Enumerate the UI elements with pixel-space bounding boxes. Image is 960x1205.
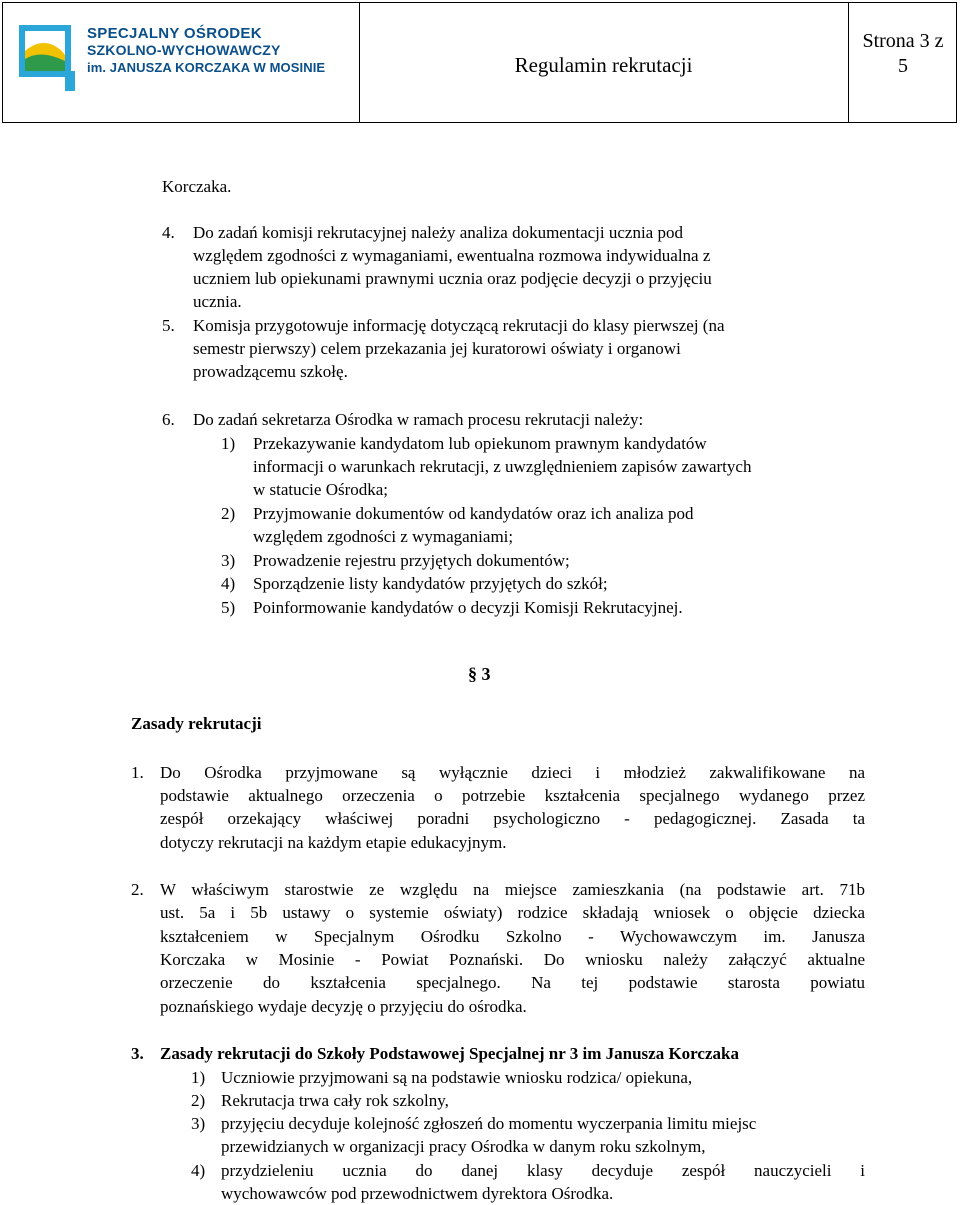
rule-3-sub-line: przewidzianych w organizacji pracy Ośrodka w danym roku szkolnym, <box>221 1137 706 1156</box>
rule-3-sub-line: wychowawców pod przewodnictwem dyrektora Ośrodka. <box>221 1184 614 1203</box>
school-name-line3: im. JANUSZA KORCZAKA W MOSINIE <box>87 60 326 75</box>
school-name <box>87 25 325 76</box>
item-4-line: względem zgodności z wymaganiami, ewentualna rozmowa indywidualna z <box>193 246 711 265</box>
item-4-line: uczniem lub opiekunami prawnymi ucznia oraz podjęcie decyzji o przyjęciu <box>193 269 712 288</box>
item-6-lead: Do zadań sekretarza Ośrodka w ramach procesu rekrutacji należy: <box>193 410 644 429</box>
item-5-line: semestr pierwszy) celem przekazania jej kuratorowi oświaty i organowi <box>193 339 681 358</box>
item-4-line: ucznia. <box>193 292 242 311</box>
header-logo-cell <box>3 3 360 122</box>
section-title: Zasady rekrutacji <box>131 714 262 733</box>
item-6-sub-number: 4) <box>221 574 236 593</box>
rule-3-sub-line: Uczniowie przyjmowani są na podstawie wniosku rodzica/ opiekuna, <box>221 1068 693 1087</box>
section-mark: § 3 <box>468 664 491 684</box>
rule-2-line: kształceniem w Specjalnym Ośrodku Szkolno - Wychowawczym im. Janusza <box>160 927 865 946</box>
school-logo-icon <box>19 25 79 93</box>
intro-text: Korczaka. <box>162 177 232 196</box>
item-6-sub-line: informacji o warunkach rekrutacji, z uwzględnieniem zapisów zawartych <box>253 457 752 476</box>
item-6-sub-line: Sporządzenie listy kandydatów przyjętych do szkół; <box>253 574 608 593</box>
rule-1-line: Do Ośrodka przyjmowane są wyłącznie dzieci i młodzież zakwalifikowane na <box>160 763 865 782</box>
page-label: Strona 3 z <box>862 30 944 52</box>
rule-2-line: ust. 5a i 5b ustawy o systemie oświaty) rodzice składają wniosek o objęcie dziecka <box>160 903 865 922</box>
rule-2-number: 2. <box>131 880 144 899</box>
rule-1-line: dotyczy rekrutacji na każdym etapie edukacyjnym. <box>160 833 507 852</box>
rule-3-number: 3. <box>131 1044 144 1063</box>
item-6-sub-line: Przyjmowanie dokumentów od kandydatów oraz ich analiza pod <box>253 504 694 523</box>
page-total: 5 <box>898 55 908 77</box>
school-name-line2: SZKOLNO-WYCHOWAWCZY <box>87 42 281 58</box>
item-6-sub-line: Poinformowanie kandydatów o decyzji Komisji Rekrutacyjnej. <box>253 598 683 617</box>
rule-2-line: Korczaka w Mosinie - Powiat Poznański. Do wniosku należy załączyć aktualne <box>160 950 865 969</box>
rule-2-line: W właściwym starostwie ze względu na miejsce zamieszkania (na podstawie art. 71b <box>160 880 865 899</box>
rule-1-line: podstawie aktualnego orzeczenia o potrzebie kształcenia specjalnego wydanego przez <box>160 786 865 805</box>
item-4-line: Do zadań komisji rekrutacyjnej należy analiza dokumentacji ucznia pod <box>193 223 683 242</box>
item-5-line: prowadzącemu szkołę. <box>193 362 348 381</box>
item-6-sub-number: 2) <box>221 504 236 523</box>
rule-3-sub-number: 4) <box>191 1161 206 1180</box>
page-header <box>2 2 957 123</box>
header-page-cell <box>848 3 957 122</box>
rule-3-sub-line: przyjęciu decyduje kolejność zgłoszeń do momentu wyczerpania limitu miejsc <box>221 1114 757 1133</box>
item-6-sub-number: 3) <box>221 551 236 570</box>
rule-2-line: poznańskiego wydaje decyzję o przyjęciu do ośrodka. <box>160 997 527 1016</box>
page-number <box>849 29 957 79</box>
item-6-sub-number: 1) <box>221 434 236 453</box>
rule-3-title: Zasady rekrutacji do Szkoły Podstawowej Specjalnej nr 3 im Janusza Korczaka <box>160 1044 739 1063</box>
rule-3-sub-number: 1) <box>191 1068 206 1087</box>
item-6-sub-line: w statucie Ośrodka; <box>253 480 389 499</box>
rule-3-sub-line: Rekrutacja trwa cały rok szkolny, <box>221 1091 449 1110</box>
rule-1-line: zespół orzekający właściwej poradni psychologiczno - pedagogicznej. Zasada ta <box>160 809 865 828</box>
rule-3-sub-line: przydzieleniu ucznia do danej klasy decyduje zespół nauczycieli i <box>221 1161 865 1180</box>
document-title: Regulamin rekrutacji <box>514 53 693 77</box>
item-6-sub-line: Przekazywanie kandydatom lub opiekunom prawnym kandydatów <box>253 434 707 453</box>
rule-3-sub-number: 2) <box>191 1091 206 1110</box>
item-5-number: 5. <box>162 316 175 335</box>
item-6-sub-number: 5) <box>221 598 236 617</box>
item-6-sub-line: Prowadzenie rejestru przyjętych dokumentów; <box>253 551 570 570</box>
item-6-number: 6. <box>162 410 175 429</box>
item-5-line: Komisja przygotowuje informację dotyczącą rekrutacji do klasy pierwszej (na <box>193 316 725 335</box>
rule-3-sub-number: 3) <box>191 1114 206 1133</box>
school-name-line1: SPECJALNY OŚRODEK <box>87 25 262 42</box>
rule-2-line: orzeczenie do kształcenia specjalnego. Na tej podstawie starosta powiatu <box>160 973 865 992</box>
rule-1-number: 1. <box>131 763 144 782</box>
item-6-sub-line: względem zgodności z wymaganiami; <box>253 527 514 546</box>
item-4-number: 4. <box>162 223 175 242</box>
